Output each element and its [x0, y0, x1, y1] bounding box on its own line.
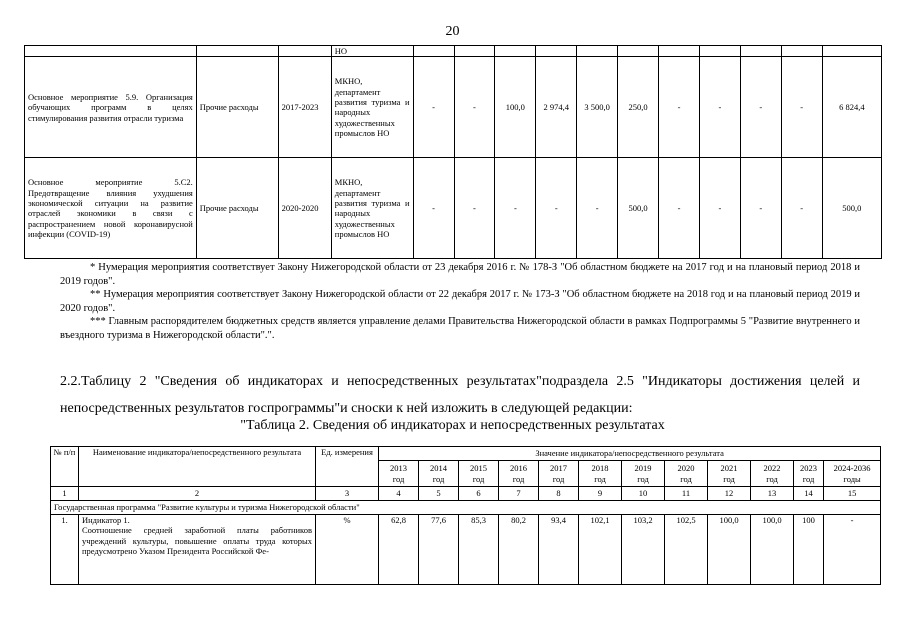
table-row: [25, 46, 882, 57]
col-number: 10: [622, 487, 665, 501]
header-values: Значение индикатора/непосредственного результата: [379, 447, 881, 461]
value-cell: -: [577, 158, 618, 259]
value-cell: 85,3: [459, 515, 499, 585]
value-cell: -: [413, 57, 454, 158]
col-number: 13: [751, 487, 794, 501]
year-header: 2013 год: [379, 461, 419, 487]
col-number: 14: [794, 487, 824, 501]
value-cell: 62,8: [379, 515, 419, 585]
year-header: 2016 год: [499, 461, 539, 487]
year-header: 2017 год: [539, 461, 579, 487]
indicator-cell: [79, 515, 316, 585]
footnote: ** Нумерация мероприятия соответствует Закону Нижегородской области от 22 декабря 2017 г. № 173-З "Об областном бюджете на 2018 год и на плановый период 2019 и 2020 годов".: [60, 289, 860, 314]
row-num: 1.: [51, 515, 79, 585]
value-cell: -: [454, 57, 495, 158]
value-cell: 3 500,0: [577, 57, 618, 158]
value-cell: 100: [794, 515, 824, 585]
body-paragraph: 2.2.Таблицу 2 "Сведения об индикаторах и непосредственных результатах"подраздела 2.5 "Индикаторы достижения целей и непосредственных результатов госпрограммы"и сноски к ней изложить в следующей редакции:: [60, 374, 860, 416]
measure-name: Основное мероприятие 5.C2. Предотвращение влияния ухудшения экономической ситуации на развитие отраслей экономики в связи с распространением новой коронавирусной инфекции (COVID-19): [25, 158, 197, 259]
value-cell: -: [781, 158, 822, 259]
executor-cell: МКНО, департамент развития туризма и народных художественных промыслов НО: [331, 158, 413, 259]
value-cell: 100,0: [751, 515, 794, 585]
column-number-row: [51, 487, 881, 501]
value-cell: 102,5: [665, 515, 708, 585]
col-number: 1: [51, 487, 79, 501]
indicators-table: [50, 446, 881, 585]
table-row: [25, 57, 882, 158]
year-header: 2020 год: [665, 461, 708, 487]
col-number: 9: [579, 487, 622, 501]
table-title: "Таблица 2. Сведения об индикаторах и непосредственных результатах: [240, 418, 665, 433]
value-cell: -: [495, 158, 536, 259]
year-header: 2023 год: [794, 461, 824, 487]
value-cell: -: [740, 57, 781, 158]
value-cell: -: [699, 57, 740, 158]
col-number: 8: [539, 487, 579, 501]
value-cell: -: [659, 158, 700, 259]
indicator-title: Индикатор 1.: [82, 515, 130, 525]
value-cell: 103,2: [622, 515, 665, 585]
value-cell: 80,2: [499, 515, 539, 585]
table-header-row: [51, 447, 881, 461]
total-cell: 6 824,4: [822, 57, 881, 158]
col-number: 12: [708, 487, 751, 501]
table-row: [51, 515, 881, 585]
year-header: 2014 год: [419, 461, 459, 487]
unit-cell: %: [316, 515, 379, 585]
col-number: 15: [824, 487, 881, 501]
program-title: Государственная программа "Развитие культуры и туризма Нижегородской области": [51, 501, 881, 515]
year-header: 2022 год: [751, 461, 794, 487]
value-cell: -: [781, 57, 822, 158]
value-cell: 500,0: [618, 158, 659, 259]
period: 2017-2023: [278, 57, 331, 158]
value-cell: 250,0: [618, 57, 659, 158]
col-number: 11: [665, 487, 708, 501]
value-cell: 93,4: [539, 515, 579, 585]
value-cell: -: [824, 515, 881, 585]
expense-type: Прочие расходы: [196, 158, 278, 259]
value-cell: 100,0: [708, 515, 751, 585]
year-header: 2018 год: [579, 461, 622, 487]
value-cell: -: [454, 158, 495, 259]
page-number: 20: [445, 24, 460, 39]
header-num: № п/п: [51, 447, 79, 487]
value-cell: -: [659, 57, 700, 158]
budget-table: [24, 45, 882, 259]
col-number: 3: [316, 487, 379, 501]
value-cell: -: [699, 158, 740, 259]
col-number: 5: [419, 487, 459, 501]
year-header: 2021 год: [708, 461, 751, 487]
period: 2020-2020: [278, 158, 331, 259]
header-unit: Ед. измерения: [316, 447, 379, 487]
value-cell: 77,6: [419, 515, 459, 585]
header-name: Наименование индикатора/непосредственного результата: [79, 447, 316, 487]
year-header: 2019 год: [622, 461, 665, 487]
expense-type: Прочие расходы: [196, 57, 278, 158]
col-number: 2: [79, 487, 316, 501]
value-cell: -: [740, 158, 781, 259]
year-header: 2015 год: [459, 461, 499, 487]
footnote: * Нумерация мероприятия соответствует Закону Нижегородской области от 23 декабря 2016 г. № 178-З "Об областном бюджете на 2017 год и на плановый период 2018 и 2019 годов".: [60, 262, 860, 287]
value-cell: 2 974,4: [536, 57, 577, 158]
col-number: 6: [459, 487, 499, 501]
col-number: 7: [499, 487, 539, 501]
year-header: 2024-2036 годы: [824, 461, 881, 487]
value-cell: -: [413, 158, 454, 259]
value-cell: 100,0: [495, 57, 536, 158]
program-row: [51, 501, 881, 515]
executor-cell: МКНО, департамент развития туризма и народных художественных промыслов НО: [331, 57, 413, 158]
col-number: 4: [379, 487, 419, 501]
footnote: *** Главным распорядителем бюджетных средств является управление делами Правительства Нижегородской области в рамках Подпрограммы 5 "Развитие внутреннего и въездного туризма в Нижегородской области".".: [60, 316, 860, 341]
value-cell: 102,1: [579, 515, 622, 585]
indicator-desc: Соотношение средней заработной платы работников учреждений культуры, повышение оплаты труда которых предусмотрено Указом Президента Российской Фе-: [82, 525, 312, 557]
measure-name: Основное мероприятие 5.9. Организация обучающих программ в целях стимулирования развития отрасли туризма: [25, 57, 197, 158]
total-cell: 500,0: [822, 158, 881, 259]
value-cell: -: [536, 158, 577, 259]
executor-cell: НО: [331, 46, 413, 57]
table-row: [25, 158, 882, 259]
footnotes: [60, 261, 860, 343]
